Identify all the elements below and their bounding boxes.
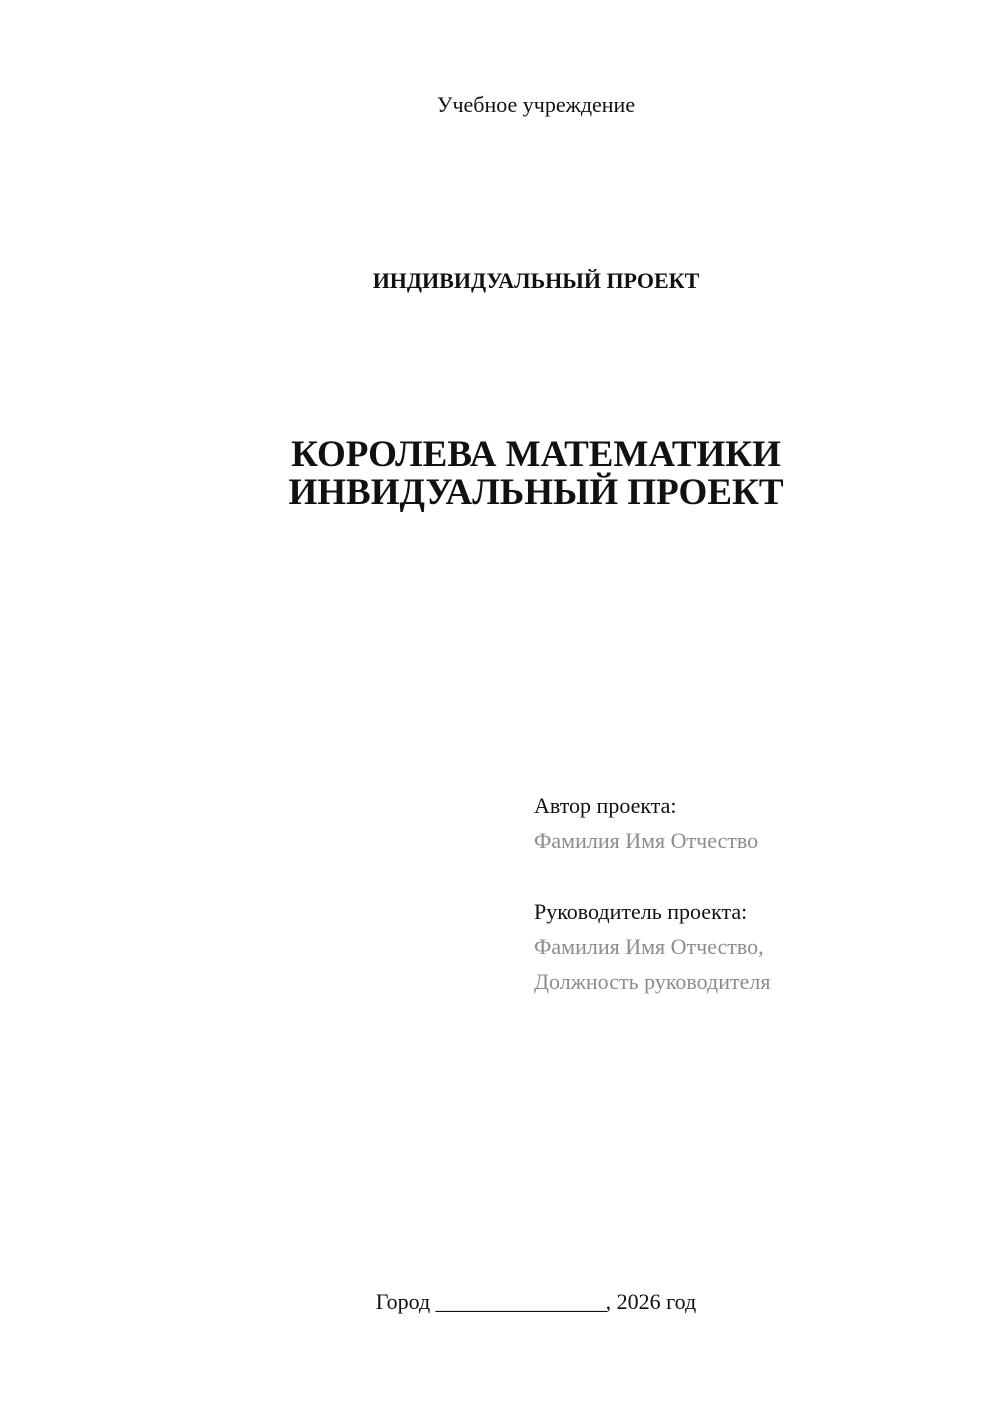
- supervisor-name: Фамилия Имя Отчество,: [534, 934, 764, 959]
- project-type-heading: ИНДИВИДУАЛЬНЫЙ ПРОЕКТ: [372, 268, 700, 293]
- project-title-line-2: ИНВИДУАЛЬНЫЙ ПРОЕКТ: [288, 472, 784, 513]
- author-name: Фамилия Имя Отчество: [534, 828, 759, 853]
- project-title-line-1: КОРОЛЕВА МАТЕМАТИКИ: [291, 434, 781, 475]
- supervisor-position: Должность руководителя: [534, 969, 771, 994]
- project-title: [0, 436, 1000, 512]
- city-year-line: [0, 1289, 1000, 1315]
- city-label: Город: [375, 1289, 431, 1314]
- year-text: , 2026 год: [605, 1289, 697, 1314]
- institution-name: Учебное учреждение: [436, 92, 636, 117]
- author-label: Автор проекта:: [534, 793, 677, 818]
- city-blank: _________________: [435, 1289, 606, 1314]
- credits-spacer: [534, 858, 770, 894]
- credits-block: [534, 788, 770, 999]
- supervisor-label: Руководитель проекта:: [534, 899, 748, 924]
